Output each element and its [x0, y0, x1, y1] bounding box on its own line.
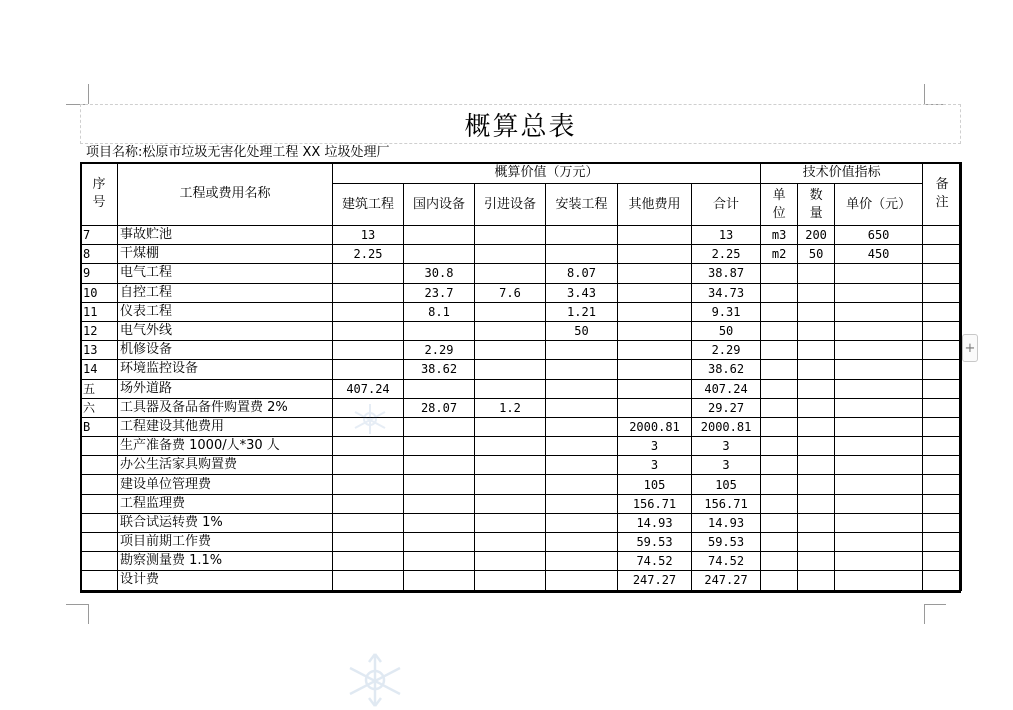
- row-remark: [923, 417, 962, 436]
- row-unit: [761, 571, 798, 590]
- crop-mark-bottom-right-h: [924, 604, 946, 605]
- row-other-costs: [618, 321, 692, 340]
- row-domestic-equipment: [404, 321, 475, 340]
- row-seq: [81, 533, 118, 552]
- row-seq: [81, 475, 118, 494]
- row-remark: [923, 379, 962, 398]
- row-installation: [546, 571, 618, 590]
- row-unit: [761, 283, 798, 302]
- row-remark: [923, 494, 962, 513]
- row-unit-price: [835, 417, 923, 436]
- header-remark-char2: 注: [935, 195, 949, 210]
- row-unit-price: [835, 264, 923, 283]
- table-row: [81, 264, 962, 283]
- row-domestic-equipment: 8.1: [404, 302, 475, 321]
- table-row: [81, 571, 962, 590]
- row-unit-price: [835, 341, 923, 360]
- row-other-costs: 105: [618, 475, 692, 494]
- row-construction: [333, 494, 404, 513]
- row-construction: 2.25: [333, 245, 404, 264]
- row-name: 仪表工程: [118, 302, 333, 321]
- row-remark: [923, 513, 962, 532]
- row-name: 勘察测量费 1.1%: [118, 552, 333, 571]
- row-imported-equipment: [475, 494, 546, 513]
- row-unit-price: [835, 513, 923, 532]
- row-other-costs: [618, 302, 692, 321]
- row-installation: 1.21: [546, 302, 618, 321]
- row-domestic-equipment: [404, 552, 475, 571]
- row-domestic-equipment: [404, 475, 475, 494]
- row-unit: [761, 321, 798, 340]
- row-domestic-equipment: [404, 245, 475, 264]
- row-installation: 8.07: [546, 264, 618, 283]
- row-unit: [761, 417, 798, 436]
- row-quantity: [798, 571, 835, 590]
- row-seq: 13: [81, 341, 118, 360]
- row-remark: [923, 341, 962, 360]
- row-name: 工具器及备品备件购置费 2%: [118, 398, 333, 417]
- row-seq: 7: [81, 226, 118, 245]
- header-seq-char2: 号: [92, 195, 106, 210]
- table-row: [81, 321, 962, 340]
- snowflake-watermark-icon: [340, 650, 410, 710]
- row-quantity: [798, 552, 835, 571]
- row-imported-equipment: [475, 417, 546, 436]
- row-unit-price: 650: [835, 226, 923, 245]
- row-construction: [333, 264, 404, 283]
- row-unit: [761, 437, 798, 456]
- row-remark: [923, 437, 962, 456]
- row-remark: [923, 398, 962, 417]
- row-other-costs: [618, 341, 692, 360]
- row-other-costs: [618, 283, 692, 302]
- row-quantity: [798, 264, 835, 283]
- row-construction: [333, 475, 404, 494]
- row-seq: 六: [81, 398, 118, 417]
- table-row: [81, 513, 962, 532]
- row-seq: 五: [81, 379, 118, 398]
- row-installation: [546, 437, 618, 456]
- row-construction: [333, 321, 404, 340]
- row-quantity: [798, 475, 835, 494]
- row-construction: [333, 437, 404, 456]
- row-seq: 14: [81, 360, 118, 379]
- row-other-costs: [618, 226, 692, 245]
- crop-mark-bottom-left-h: [66, 604, 88, 605]
- row-name: 办公生活家具购置费: [118, 456, 333, 475]
- row-name: 干煤棚: [118, 245, 333, 264]
- header-seq-char1: 序: [92, 177, 106, 192]
- row-other-costs: [618, 398, 692, 417]
- row-unit-price: [835, 379, 923, 398]
- row-total: 3: [692, 456, 761, 475]
- row-domestic-equipment: [404, 456, 475, 475]
- side-add-button[interactable]: +: [962, 334, 978, 362]
- row-construction: 407.24: [333, 379, 404, 398]
- row-unit: [761, 552, 798, 571]
- row-other-costs: 247.27: [618, 571, 692, 590]
- row-unit: [761, 360, 798, 379]
- row-imported-equipment: [475, 533, 546, 552]
- crop-mark-bottom-left-v: [88, 604, 89, 624]
- table-row: [81, 283, 962, 302]
- row-total: 29.27: [692, 398, 761, 417]
- header-quantity-char2: 量: [809, 205, 823, 221]
- table-row: [81, 341, 962, 360]
- row-name: 联合试运转费 1%: [118, 513, 333, 532]
- row-unit: [761, 456, 798, 475]
- row-construction: [333, 533, 404, 552]
- row-total: 59.53: [692, 533, 761, 552]
- row-name: 环境监控设备: [118, 360, 333, 379]
- row-name: 工程监理费: [118, 494, 333, 513]
- row-name: 电气外线: [118, 321, 333, 340]
- header-remark: [923, 163, 962, 226]
- row-seq: 8: [81, 245, 118, 264]
- row-other-costs: [618, 360, 692, 379]
- row-unit: [761, 398, 798, 417]
- row-domestic-equipment: [404, 437, 475, 456]
- row-remark: [923, 302, 962, 321]
- row-quantity: [798, 417, 835, 436]
- row-imported-equipment: [475, 437, 546, 456]
- row-domestic-equipment: [404, 379, 475, 398]
- row-installation: [546, 456, 618, 475]
- row-seq: [81, 513, 118, 532]
- table-row: [81, 245, 962, 264]
- row-imported-equipment: [475, 302, 546, 321]
- row-unit: [761, 533, 798, 552]
- row-installation: [546, 494, 618, 513]
- row-installation: [546, 360, 618, 379]
- row-total: 14.93: [692, 513, 761, 532]
- row-unit-price: 450: [835, 245, 923, 264]
- row-installation: [546, 475, 618, 494]
- row-domestic-equipment: 2.29: [404, 341, 475, 360]
- table-row: [81, 302, 962, 321]
- row-domestic-equipment: 23.7: [404, 283, 475, 302]
- row-unit-price: [835, 475, 923, 494]
- row-total: 50: [692, 321, 761, 340]
- header-tech-group: 技术价值指标: [761, 163, 923, 184]
- row-installation: [546, 398, 618, 417]
- row-total: 13: [692, 226, 761, 245]
- row-total: 2000.81: [692, 417, 761, 436]
- row-unit: [761, 494, 798, 513]
- table-row: [81, 417, 962, 436]
- row-imported-equipment: [475, 341, 546, 360]
- row-quantity: [798, 533, 835, 552]
- document-title: 概算总表: [464, 111, 577, 142]
- row-seq: [81, 552, 118, 571]
- table-row: [81, 437, 962, 456]
- row-installation: [546, 552, 618, 571]
- row-total: 407.24: [692, 379, 761, 398]
- header-installation: 安装工程: [546, 184, 618, 226]
- header-unit-price: 单价（元）: [835, 184, 923, 226]
- table-row: [81, 398, 962, 417]
- row-unit-price: [835, 456, 923, 475]
- row-other-costs: 59.53: [618, 533, 692, 552]
- row-imported-equipment: [475, 552, 546, 571]
- row-domestic-equipment: 30.8: [404, 264, 475, 283]
- row-unit-price: [835, 302, 923, 321]
- header-construction: 建筑工程: [333, 184, 404, 226]
- row-other-costs: 3: [618, 456, 692, 475]
- row-imported-equipment: [475, 226, 546, 245]
- row-unit-price: [835, 321, 923, 340]
- row-quantity: 50: [798, 245, 835, 264]
- crop-mark-top-left-v: [88, 84, 89, 104]
- row-remark: [923, 245, 962, 264]
- row-remark: [923, 321, 962, 340]
- row-installation: [546, 379, 618, 398]
- row-imported-equipment: 7.6: [475, 283, 546, 302]
- table-row: [81, 360, 962, 379]
- row-unit-price: [835, 494, 923, 513]
- row-other-costs: 14.93: [618, 513, 692, 532]
- table-row: [81, 379, 962, 398]
- header-remark-char1: 备: [935, 177, 949, 192]
- header-total: 合计: [692, 184, 761, 226]
- row-construction: [333, 513, 404, 532]
- row-imported-equipment: 1.2: [475, 398, 546, 417]
- row-total: 9.31: [692, 302, 761, 321]
- row-remark: [923, 475, 962, 494]
- row-imported-equipment: [475, 245, 546, 264]
- header-seq: [81, 163, 118, 226]
- row-total: 74.52: [692, 552, 761, 571]
- row-other-costs: [618, 245, 692, 264]
- row-installation: [546, 417, 618, 436]
- header-row-1: [81, 163, 962, 184]
- row-domestic-equipment: 28.07: [404, 398, 475, 417]
- crop-mark-bottom-right-v: [924, 604, 925, 624]
- row-installation: [546, 245, 618, 264]
- row-domestic-equipment: [404, 494, 475, 513]
- row-installation: [546, 341, 618, 360]
- row-other-costs: 3: [618, 437, 692, 456]
- row-domestic-equipment: [404, 226, 475, 245]
- row-name: 电气工程: [118, 264, 333, 283]
- row-imported-equipment: [475, 264, 546, 283]
- row-remark: [923, 571, 962, 590]
- row-unit: [761, 341, 798, 360]
- row-name: 建设单位管理费: [118, 475, 333, 494]
- header-quantity: [798, 184, 835, 226]
- estimate-table: [80, 162, 962, 591]
- row-name: 项目前期工作费: [118, 533, 333, 552]
- row-quantity: 200: [798, 226, 835, 245]
- row-total: 38.62: [692, 360, 761, 379]
- row-name: 生产准备费 1000/人*30 人: [118, 437, 333, 456]
- row-remark: [923, 226, 962, 245]
- row-total: 2.29: [692, 341, 761, 360]
- table-row: [81, 552, 962, 571]
- row-seq: 9: [81, 264, 118, 283]
- row-total: 105: [692, 475, 761, 494]
- row-quantity: [798, 283, 835, 302]
- row-unit: [761, 302, 798, 321]
- row-quantity: [798, 513, 835, 532]
- row-domestic-equipment: [404, 513, 475, 532]
- row-construction: [333, 302, 404, 321]
- crop-mark-top-right-v: [924, 84, 925, 104]
- row-quantity: [798, 398, 835, 417]
- row-quantity: [798, 379, 835, 398]
- table-row: [81, 475, 962, 494]
- row-unit-price: [835, 398, 923, 417]
- row-domestic-equipment: [404, 571, 475, 590]
- header-quantity-char1: 数: [809, 187, 823, 203]
- row-seq: [81, 571, 118, 590]
- row-unit-price: [835, 571, 923, 590]
- row-unit-price: [835, 360, 923, 379]
- row-imported-equipment: [475, 456, 546, 475]
- row-seq: B: [81, 417, 118, 436]
- row-other-costs: [618, 379, 692, 398]
- project-name: 项目名称:松原市垃圾无害化处理工程 XX 垃圾处理厂: [86, 145, 390, 160]
- row-unit: [761, 264, 798, 283]
- row-imported-equipment: [475, 475, 546, 494]
- table-body: [81, 226, 962, 591]
- row-quantity: [798, 360, 835, 379]
- row-seq: [81, 494, 118, 513]
- row-installation: [546, 226, 618, 245]
- row-construction: 13: [333, 226, 404, 245]
- row-remark: [923, 533, 962, 552]
- row-total: 247.27: [692, 571, 761, 590]
- header-domestic-equipment: 国内设备: [404, 184, 475, 226]
- row-seq: [81, 456, 118, 475]
- row-seq: 12: [81, 321, 118, 340]
- header-unit: [761, 184, 798, 226]
- row-domestic-equipment: 38.62: [404, 360, 475, 379]
- row-other-costs: 74.52: [618, 552, 692, 571]
- row-remark: [923, 360, 962, 379]
- row-imported-equipment: [475, 360, 546, 379]
- row-name: 设计费: [118, 571, 333, 590]
- row-imported-equipment: [475, 379, 546, 398]
- row-unit: m2: [761, 245, 798, 264]
- row-other-costs: 156.71: [618, 494, 692, 513]
- row-quantity: [798, 456, 835, 475]
- table-row: [81, 533, 962, 552]
- header-unit-char1: 单: [772, 187, 786, 203]
- row-construction: [333, 456, 404, 475]
- row-construction: [333, 341, 404, 360]
- row-unit-price: [835, 437, 923, 456]
- row-construction: [333, 552, 404, 571]
- row-name: 自控工程: [118, 283, 333, 302]
- row-remark: [923, 552, 962, 571]
- row-name: 机修设备: [118, 341, 333, 360]
- row-imported-equipment: [475, 321, 546, 340]
- row-unit-price: [835, 533, 923, 552]
- row-quantity: [798, 341, 835, 360]
- row-quantity: [798, 437, 835, 456]
- row-total: 38.87: [692, 264, 761, 283]
- row-domestic-equipment: [404, 417, 475, 436]
- table-row: [81, 456, 962, 475]
- row-unit: [761, 475, 798, 494]
- row-installation: [546, 513, 618, 532]
- row-remark: [923, 264, 962, 283]
- row-total: 156.71: [692, 494, 761, 513]
- header-estimate-group: 概算价值（万元）: [333, 163, 761, 184]
- row-quantity: [798, 494, 835, 513]
- row-total: 3: [692, 437, 761, 456]
- row-other-costs: [618, 264, 692, 283]
- row-seq: 11: [81, 302, 118, 321]
- row-total: 34.73: [692, 283, 761, 302]
- row-installation: [546, 533, 618, 552]
- row-construction: [333, 360, 404, 379]
- row-domestic-equipment: [404, 533, 475, 552]
- header-name: 工程或费用名称: [118, 163, 333, 226]
- row-name: 工程建设其他费用: [118, 417, 333, 436]
- row-unit-price: [835, 552, 923, 571]
- row-imported-equipment: [475, 571, 546, 590]
- row-unit: [761, 379, 798, 398]
- row-unit-price: [835, 283, 923, 302]
- row-other-costs: 2000.81: [618, 417, 692, 436]
- row-construction: [333, 283, 404, 302]
- table-row: [81, 226, 962, 245]
- row-remark: [923, 456, 962, 475]
- row-seq: [81, 437, 118, 456]
- header-other-costs: 其他费用: [618, 184, 692, 226]
- row-remark: [923, 283, 962, 302]
- row-seq: 10: [81, 283, 118, 302]
- snowflake-watermark-icon: [345, 402, 395, 436]
- title-box: [80, 104, 961, 144]
- row-quantity: [798, 302, 835, 321]
- row-imported-equipment: [475, 513, 546, 532]
- row-construction: [333, 571, 404, 590]
- row-name: 事故贮池: [118, 226, 333, 245]
- row-quantity: [798, 321, 835, 340]
- table-row: [81, 494, 962, 513]
- row-total: 2.25: [692, 245, 761, 264]
- row-name: 场外道路: [118, 379, 333, 398]
- header-imported-equipment: 引进设备: [475, 184, 546, 226]
- row-unit: [761, 513, 798, 532]
- row-installation: 3.43: [546, 283, 618, 302]
- row-unit: m3: [761, 226, 798, 245]
- header-unit-char2: 位: [772, 205, 786, 221]
- row-installation: 50: [546, 321, 618, 340]
